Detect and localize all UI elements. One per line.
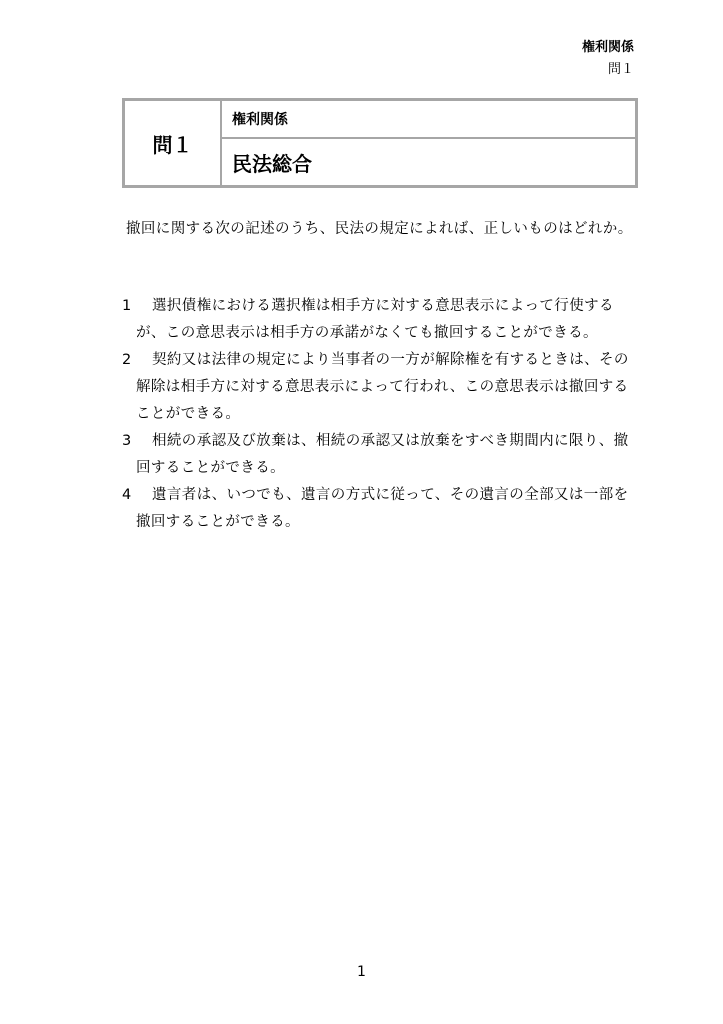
question-stem: 撤回に関する次の記述のうち、民法の規定によれば、正しいものはどれか。 [126,221,633,237]
question-number-label: 問１ [125,101,222,185]
question-subject: 民法総合 [232,151,312,176]
choice-number: 1 [122,298,132,314]
choice-item [122,482,638,536]
running-head-category: 権利関係 [581,40,634,55]
choice-text: 遺言者は、いつでも、遺言の方式に従って、その遺言の全部又は一部を撤回することができる。 [136,487,629,530]
choice-item [122,428,638,482]
choice-item [122,293,638,347]
question-title-box [122,98,638,188]
choice-text: 契約又は法律の規定により当事者の一方が解除権を有するときは、その解除は相手方に対する意思表示によって行われ、この意思表示は撤回することができる。 [136,352,629,422]
page-number: 1 [357,964,366,980]
choice-number: 2 [122,352,132,368]
running-head-question: 問１ [607,62,634,77]
choice-text: 選択債権における選択権は相手方に対する意思表示によって行使するが、この意思表示は相手方の承諾がなくても撤回することができる。 [136,298,614,341]
question-category: 権利関係 [222,101,635,139]
choice-item [122,347,638,428]
choice-list [122,293,638,536]
choice-number: 3 [122,433,132,449]
choice-text: 相続の承認及び放棄は、相続の承認又は放棄をすべき期間内に限り、撤回することができる。 [136,433,629,476]
choice-number: 4 [122,487,132,503]
title-box-right [222,101,635,185]
